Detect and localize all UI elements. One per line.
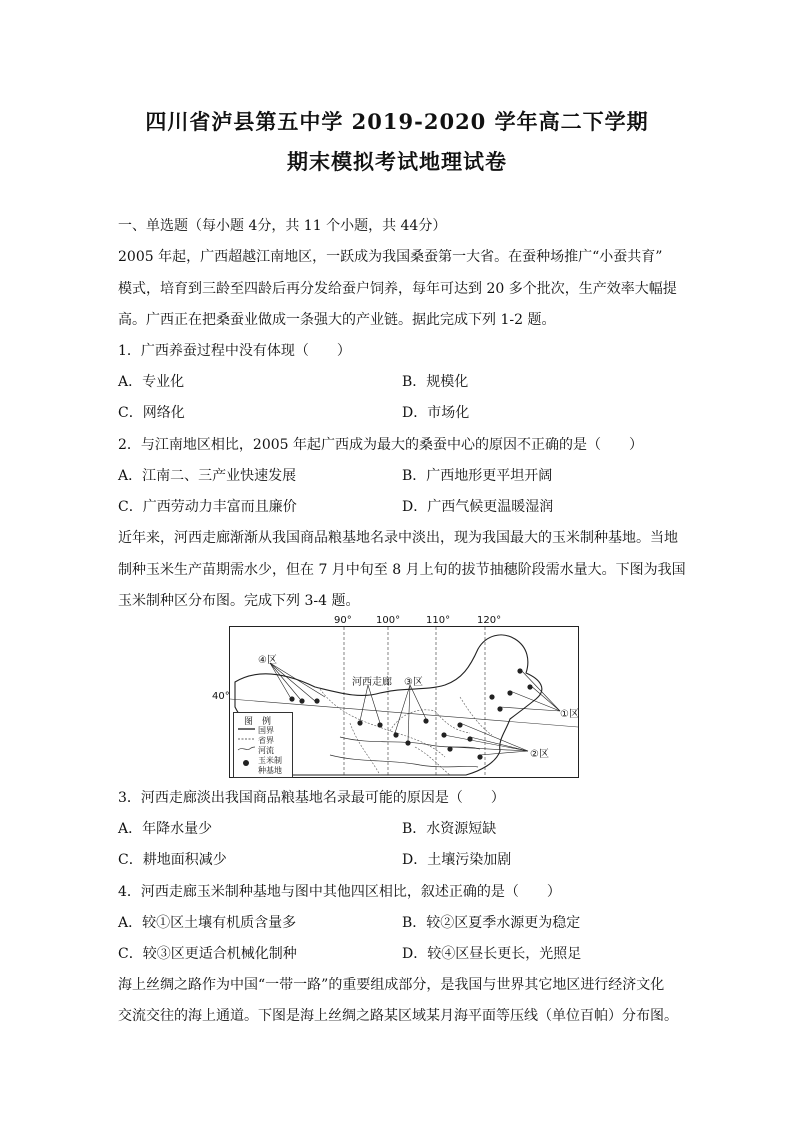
q3-option-d[interactable]: D．土壤污染加剧 [402, 852, 512, 868]
legend-base-2: 种基地 [258, 766, 282, 775]
map-legend [233, 712, 293, 778]
q4-option-c[interactable]: C．较③区更适合机械化制种 [118, 946, 297, 962]
q3-option-a[interactable]: A．年降水量少 [118, 821, 213, 837]
passage2-line2: 制种玉米生产苗期需水少，但在 7 月中旬至 8 月上旬的拔节抽穗阶段需水量大。下图为我国 [118, 562, 686, 578]
passage1-line1: 2005 年起，广西超越江南地区，一跃成为我国桑蚕第一大省。在蚕种场推广“小蚕共育” [118, 249, 663, 265]
passage3-line1: 海上丝绸之路作为中国“一带一路”的重要组成部分，是我国与世界其它地区进行经济文化 [118, 977, 665, 993]
passage2-line1: 近年来，河西走廊渐渐从我国商品粮基地名录中淡出，现为我国最大的玉米制种基地。当地 [118, 530, 678, 546]
lon-label-90: 90° [334, 615, 352, 626]
lat-label-40: 40° [212, 691, 230, 702]
q2-option-c[interactable]: C．广西劳动力丰富而且廉价 [118, 499, 297, 515]
q1-stem: 1．广西养蚕过程中没有体现（ ） [118, 343, 351, 359]
hexi-corridor-label: 河西走廊 [352, 677, 392, 688]
lon-label-120: 120° [477, 615, 502, 626]
passage1-line2: 模式，培育到三龄至四龄后再分发给蚕户饲养，每年可达到 20 多个批次，生产效率大幅提 [118, 281, 677, 297]
legend-base-1: 玉米制 [258, 756, 282, 765]
lon-label-100: 100° [376, 615, 401, 626]
q2-option-a[interactable]: A．江南二、三产业快速发展 [118, 468, 297, 484]
passage3-line2: 交流交往的海上通道。下图是海上丝绸之路某区域某月海平面等压线（单位百帕）分布图。 [118, 1008, 678, 1024]
q3-option-b[interactable]: B．水资源短缺 [402, 821, 497, 837]
corn-seed-region-map [212, 615, 579, 778]
region-3-label: ③区 [404, 677, 423, 688]
region-2-label: ②区 [530, 749, 549, 760]
q4-option-a[interactable]: A．较①区土壤有机质含量多 [118, 915, 297, 931]
q3-option-c[interactable]: C．耕地面积减少 [118, 852, 227, 868]
q4-stem: 4．河西走廊玉米制种基地与图中其他四区相比，叙述正确的是（ ） [118, 884, 561, 900]
legend-river: 河流 [258, 746, 274, 755]
q4-option-d[interactable]: D．较④区昼长更长，光照足 [402, 946, 582, 962]
q4-option-b[interactable]: B．较②区夏季水源更为稳定 [402, 915, 581, 931]
legend-symbols [237, 725, 257, 777]
lon-label-110: 110° [426, 615, 451, 626]
section-heading: 一、单选题（每小题 4分，共 11 个小题，共 44分） [118, 218, 447, 234]
region-1-label: ①区 [560, 709, 579, 720]
exam-title-line1: 四川省泸县第五中学 2019-2020 学年高二下学期 [145, 109, 649, 134]
q1-option-d[interactable]: D．市场化 [402, 405, 470, 421]
passage2-line3: 玉米制种区分布图。完成下列 3-4 题。 [118, 593, 360, 609]
q2-stem: 2．与江南地区相比，2005 年起广西成为最大的桑蚕中心的原因不正确的是（ ） [118, 437, 643, 453]
q1-option-c[interactable]: C．网络化 [118, 405, 185, 421]
legend-province: 省界 [258, 736, 274, 745]
passage1-line3: 高。广西正在把桑蚕业做成一条强大的产业链。据此完成下列 1-2 题。 [118, 312, 556, 328]
q3-stem: 3．河西走廊淡出我国商品粮基地名录最可能的原因是（ ） [118, 790, 505, 806]
legend-border: 国界 [258, 726, 274, 735]
q1-option-a[interactable]: A．专业化 [118, 374, 185, 390]
legend-title: 图 例 [244, 717, 272, 727]
q2-option-d[interactable]: D．广西气候更温暖湿润 [402, 499, 554, 515]
q1-option-b[interactable]: B．规模化 [402, 374, 469, 390]
q2-option-b[interactable]: B．广西地形更平坦开阔 [402, 468, 553, 484]
exam-title-line2: 期末模拟考试地理试卷 [287, 149, 507, 174]
region-4-label: ④区 [258, 655, 277, 666]
